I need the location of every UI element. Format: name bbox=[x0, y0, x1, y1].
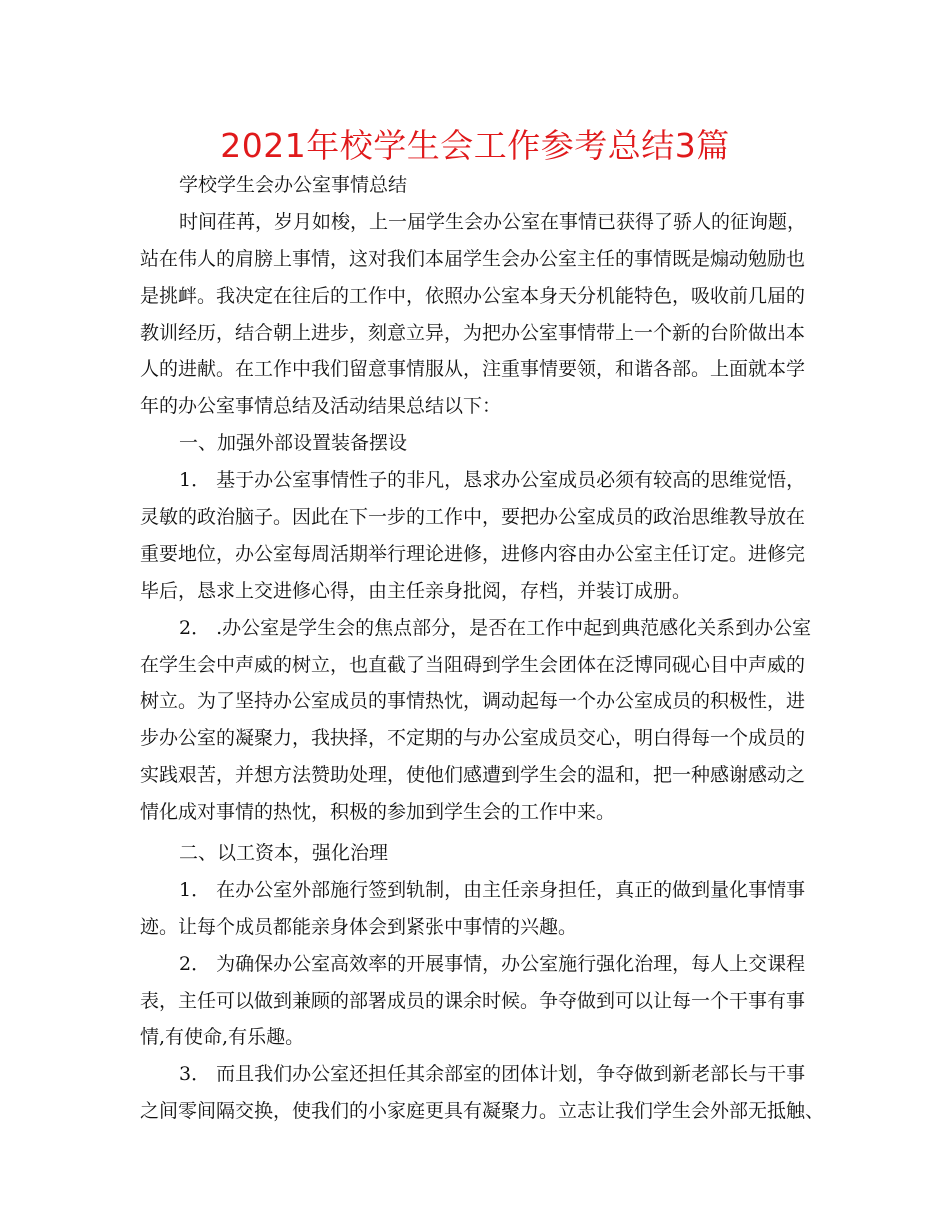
paragraph-line: 2． 为确保办公室高效率的开展事情，办公室施行强化治理，每人上交课程 bbox=[179, 952, 806, 975]
paragraph-line: 是挑衅。我决定在往后的工作中，依照办公室本身天分机能特色，吸收前几届的 bbox=[140, 284, 806, 307]
paragraph-line: 表，主任可以做到兼顾的部署成员的课余时候。争夺做到可以让每一个干事有事 bbox=[140, 989, 806, 1012]
paragraph-line: 教训经历，结合朝上进步，刻意立异，为把办公室事情带上一个新的台阶做出本 bbox=[140, 321, 806, 344]
section-heading: 二、以工资本，强化治理 bbox=[179, 842, 389, 865]
section-heading: 学校学生会办公室事情总结 bbox=[179, 174, 408, 196]
paragraph-line: 人的进献。在工作中我们留意事情服从，注重事情要领，和谐各部。上面就本学 bbox=[140, 358, 806, 381]
paragraph-line: 灵敏的政治脑子。因此在下一步的工作中，要把办公室成员的政治思维教导放在 bbox=[140, 506, 806, 529]
paragraph-line: 年的办公室事情总结及活动结果总结以下： bbox=[140, 395, 502, 418]
paragraph-line: 2． .办公室是学生会的焦点部分，是否在工作中起到典范感化关系到办公室 bbox=[179, 616, 812, 639]
paragraph-line: 时间荏苒，岁月如梭，上一届学生会办公室在事情已获得了骄人的征询题， bbox=[179, 210, 807, 233]
paragraph-line: 3． 而且我们办公室还担任其余部室的团体计划，争夺做到新老部长与干事 bbox=[179, 1063, 806, 1086]
paragraph-line: 情化成对事情的热忱，积极的参加到学生会的工作中来。 bbox=[140, 801, 616, 824]
paragraph-line: 1． 基于办公室事情性子的非凡，恳求办公室成员必须有较高的思维觉悟， bbox=[179, 469, 806, 492]
paragraph-line: 毕后，恳求上交进修心得，由主任亲身批阅，存档，并装订成册。 bbox=[140, 579, 692, 602]
paragraph-line: 重要地位，办公室每周活期举行理论进修，进修内容由办公室主任订定。进修完 bbox=[140, 542, 806, 565]
document-title: 2021年校学生会工作参考总结3篇 bbox=[220, 126, 730, 165]
paragraph-line: 情,有使命,有乐趣。 bbox=[140, 1026, 305, 1049]
document-body bbox=[140, 167, 825, 1130]
paragraph-line: 之间零间隔交换，使我们的小家庭更具有凝聚力。立志让我们学生会外部无抵触、 bbox=[140, 1100, 825, 1123]
paragraph-line: 步办公室的凝聚力，我抉择，不定期的与办公室成员交心，明白得每一个成员的 bbox=[140, 727, 806, 750]
paragraph-line: 1． 在办公室外部施行签到轨制，由主任亲身担任，真正的做到量化事情事 bbox=[179, 878, 806, 901]
paragraph-line: 树立。为了坚持办公室成员的事情热忱，调动起每一个办公室成员的积极性，进 bbox=[140, 690, 806, 713]
paragraph-line: 实践艰苦，并想方法赞助处理，使他们感遭到学生会的温和，把一种感谢感动之 bbox=[140, 764, 806, 787]
section-heading: 一、加强外部设置装备摆设 bbox=[179, 432, 408, 455]
paragraph-line: 站在伟人的肩膀上事情，这对我们本届学生会办公室主任的事情既是煽动勉励也 bbox=[140, 247, 806, 270]
paragraph-line: 迹。让每个成员都能亲身体会到紧张中事情的兴趣。 bbox=[140, 915, 578, 938]
paragraph-line: 在学生会中声威的树立，也直截了当阻碍到学生会团体在泛博同砚心目中声威的 bbox=[140, 653, 806, 676]
